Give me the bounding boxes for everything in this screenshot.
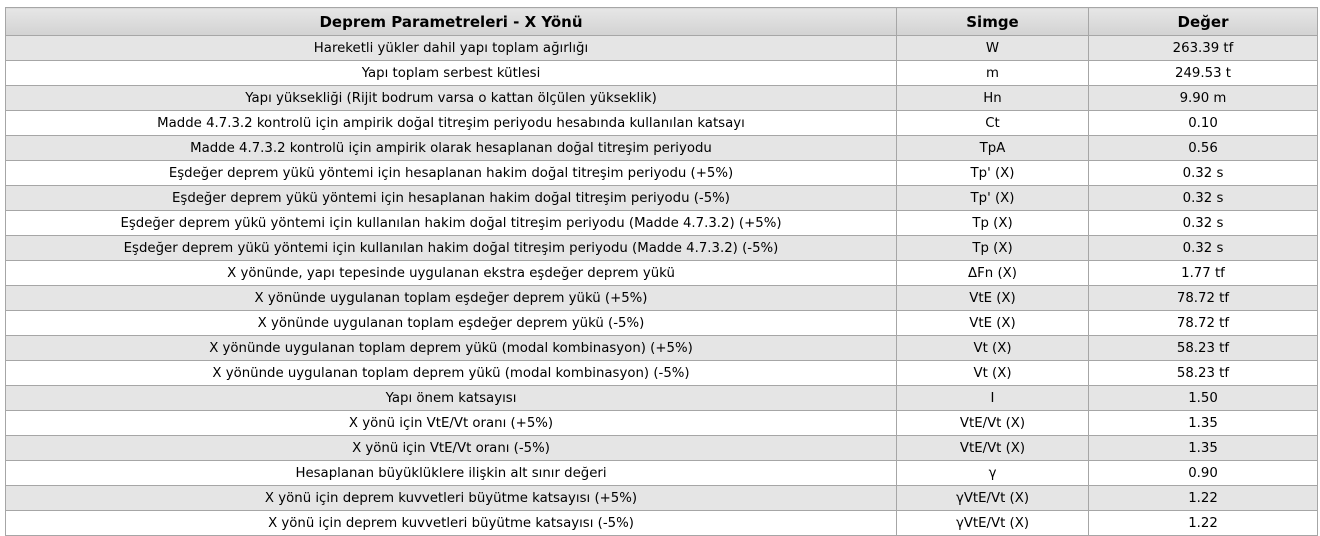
header-value: Değer: [1089, 8, 1318, 36]
table-row: [6, 361, 1318, 386]
table-row: [6, 136, 1318, 161]
cell-symbol: Tp (X): [897, 211, 1089, 236]
cell-symbol: Ct: [897, 111, 1089, 136]
cell-value: 0.32 s: [1089, 186, 1318, 211]
cell-value: 1.22: [1089, 486, 1318, 511]
cell-description: Eşdeğer deprem yükü yöntemi için hesaplanan hakim doğal titreşim periyodu (+5%): [6, 161, 897, 186]
cell-value: 249.53 t: [1089, 61, 1318, 86]
cell-description: X yönü için VtE/Vt oranı (+5%): [6, 411, 897, 436]
cell-description: X yönü için deprem kuvvetleri büyütme katsayısı (+5%): [6, 486, 897, 511]
cell-description: Eşdeğer deprem yükü yöntemi için kullanılan hakim doğal titreşim periyodu (Madde 4.7.3.2) (+5%): [6, 211, 897, 236]
table-row: [6, 486, 1318, 511]
table-row: [6, 286, 1318, 311]
table-row: [6, 236, 1318, 261]
table-row: [6, 511, 1318, 536]
table-row: [6, 386, 1318, 411]
cell-description: Yapı önem katsayısı: [6, 386, 897, 411]
cell-value: 1.77 tf: [1089, 261, 1318, 286]
cell-value: 0.90: [1089, 461, 1318, 486]
cell-value: 0.56: [1089, 136, 1318, 161]
cell-symbol: Vt (X): [897, 336, 1089, 361]
cell-description: X yönünde uygulanan toplam eşdeğer deprem yükü (-5%): [6, 311, 897, 336]
table-row: [6, 261, 1318, 286]
cell-symbol: VtE/Vt (X): [897, 411, 1089, 436]
table-row: [6, 461, 1318, 486]
cell-value: 58.23 tf: [1089, 361, 1318, 386]
cell-description: X yönünde uygulanan toplam deprem yükü (modal kombinasyon) (+5%): [6, 336, 897, 361]
cell-description: X yönü için deprem kuvvetleri büyütme katsayısı (-5%): [6, 511, 897, 536]
header-parameter: Deprem Parametreleri - X Yönü: [6, 8, 897, 36]
cell-symbol: VtE (X): [897, 311, 1089, 336]
cell-value: 9.90 m: [1089, 86, 1318, 111]
cell-description: Yapı toplam serbest kütlesi: [6, 61, 897, 86]
cell-symbol: Hn: [897, 86, 1089, 111]
table-row: [6, 411, 1318, 436]
cell-value: 1.22: [1089, 511, 1318, 536]
cell-description: X yönünde uygulanan toplam deprem yükü (modal kombinasyon) (-5%): [6, 361, 897, 386]
cell-description: Hesaplanan büyüklüklere ilişkin alt sınır değeri: [6, 461, 897, 486]
cell-description: X yönü için VtE/Vt oranı (-5%): [6, 436, 897, 461]
table-row: [6, 311, 1318, 336]
table-row: [6, 186, 1318, 211]
table-row: [6, 336, 1318, 361]
cell-value: 1.50: [1089, 386, 1318, 411]
table-row: [6, 61, 1318, 86]
cell-symbol: I: [897, 386, 1089, 411]
cell-description: Madde 4.7.3.2 kontrolü için ampirik doğal titreşim periyodu hesabında kullanılan katsayı: [6, 111, 897, 136]
cell-description: X yönünde uygulanan toplam eşdeğer deprem yükü (+5%): [6, 286, 897, 311]
parameters-table: [5, 7, 1318, 536]
table-row: [6, 86, 1318, 111]
table-row: [6, 111, 1318, 136]
cell-symbol: γVtE/Vt (X): [897, 511, 1089, 536]
cell-value: 0.32 s: [1089, 211, 1318, 236]
cell-symbol: γVtE/Vt (X): [897, 486, 1089, 511]
cell-description: Madde 4.7.3.2 kontrolü için ampirik olarak hesaplanan doğal titreşim periyodu: [6, 136, 897, 161]
cell-description: Eşdeğer deprem yükü yöntemi için hesaplanan hakim doğal titreşim periyodu (-5%): [6, 186, 897, 211]
cell-description: X yönünde, yapı tepesinde uygulanan ekstra eşdeğer deprem yükü: [6, 261, 897, 286]
cell-symbol: W: [897, 36, 1089, 61]
cell-symbol: ΔFn (X): [897, 261, 1089, 286]
table-row: [6, 211, 1318, 236]
cell-value: 0.32 s: [1089, 161, 1318, 186]
cell-value: 0.32 s: [1089, 236, 1318, 261]
cell-value: 78.72 tf: [1089, 311, 1318, 336]
cell-symbol: Vt (X): [897, 361, 1089, 386]
cell-value: 263.39 tf: [1089, 36, 1318, 61]
cell-value: 58.23 tf: [1089, 336, 1318, 361]
cell-description: Hareketli yükler dahil yapı toplam ağırlığı: [6, 36, 897, 61]
cell-symbol: Tp' (X): [897, 161, 1089, 186]
cell-symbol: m: [897, 61, 1089, 86]
cell-description: Yapı yüksekliği (Rijit bodrum varsa o kattan ölçülen yükseklik): [6, 86, 897, 111]
cell-symbol: Tp (X): [897, 236, 1089, 261]
table-row: [6, 36, 1318, 61]
table-row: [6, 161, 1318, 186]
table-header-row: [6, 8, 1318, 36]
cell-symbol: Tp' (X): [897, 186, 1089, 211]
cell-description: Eşdeğer deprem yükü yöntemi için kullanılan hakim doğal titreşim periyodu (Madde 4.7.3.2) (-5%): [6, 236, 897, 261]
cell-value: 1.35: [1089, 411, 1318, 436]
table-row: [6, 436, 1318, 461]
cell-value: 1.35: [1089, 436, 1318, 461]
cell-value: 0.10: [1089, 111, 1318, 136]
header-symbol: Simge: [897, 8, 1089, 36]
cell-value: 78.72 tf: [1089, 286, 1318, 311]
cell-symbol: TpA: [897, 136, 1089, 161]
cell-symbol: γ: [897, 461, 1089, 486]
cell-symbol: VtE/Vt (X): [897, 436, 1089, 461]
cell-symbol: VtE (X): [897, 286, 1089, 311]
